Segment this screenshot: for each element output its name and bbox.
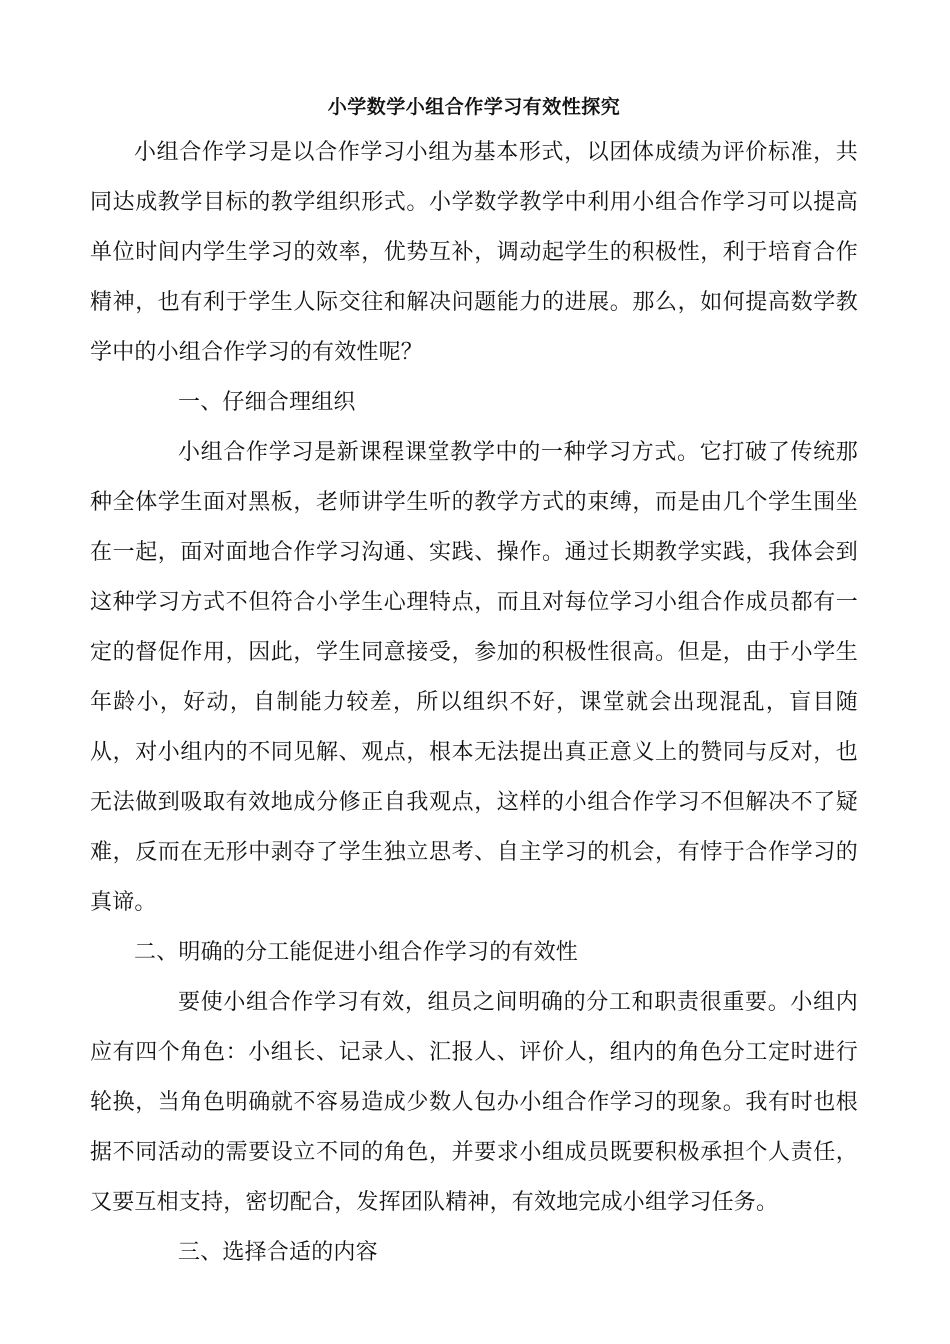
section-2-body: 要使小组合作学习有效，组员之间明确的分工和职责很重要。小组内应有四个角色：小组长、记录人、汇报人、评价人，组内的角色分工定时进行轮换，当角色明确就不容易造成少数人包办小组合作学习的现象。我有时也根据不同活动的需要设立不同的角色，并要求小组成员既要积极承担个人责任，又要互相支持，密切配合，发挥团队精神，有效地完成小组学习任务。: [90, 990, 858, 1215]
section-1-body: 小组合作学习是新课程课堂教学中的一种学习方式。它打破了传统那种全体学生面对黑板，老师讲学生听的教学方式的束缚，而是由几个学生围坐在一起，面对面地合作学习沟通、实践、操作。通过长期教学实践，我体会到这种学习方式不但符合小学生心理特点，而且对每位学习小组合作成员都有一定的督促作用，因此，学生同意接受，参加的积极性很高。但是，由于小学生年龄小，好动，自制能力较差，所以组织不好，课堂就会出现混乱，盲目随从，对小组内的不同见解、观点，根本无法提出真正意义上的赞同与反对，也无法做到吸取有效地成分修正自我观点，这样的小组合作学习不但解决不了疑难，反而在无形中剥夺了学生独立思考、自主学习的机会，有悖于合作学习的真谛。: [90, 440, 858, 915]
intro-paragraph: 小组合作学习是以合作学习小组为基本形式，以团体成绩为评价标准，共同达成教学目标的教学组织形式。小学数学教学中利用小组合作学习可以提高单位时间内学生学习的效率，优势互补，调动起学生的积极性，利于培育合作精神，也有利于学生人际交往和解决问题能力的进展。那么，如何提高数学教学中的小组合作学习的有效性呢？: [90, 140, 858, 365]
document-page: [90, 92, 858, 1278]
document-title: 小学数学小组合作学习有效性探究: [327, 96, 621, 118]
section-1-heading: 一、仔细合理组织: [178, 390, 356, 415]
section-2-heading: 二、明确的分工能促进小组合作学习的有效性: [134, 940, 579, 965]
section-3-heading: 三、选择合适的内容: [178, 1240, 378, 1265]
